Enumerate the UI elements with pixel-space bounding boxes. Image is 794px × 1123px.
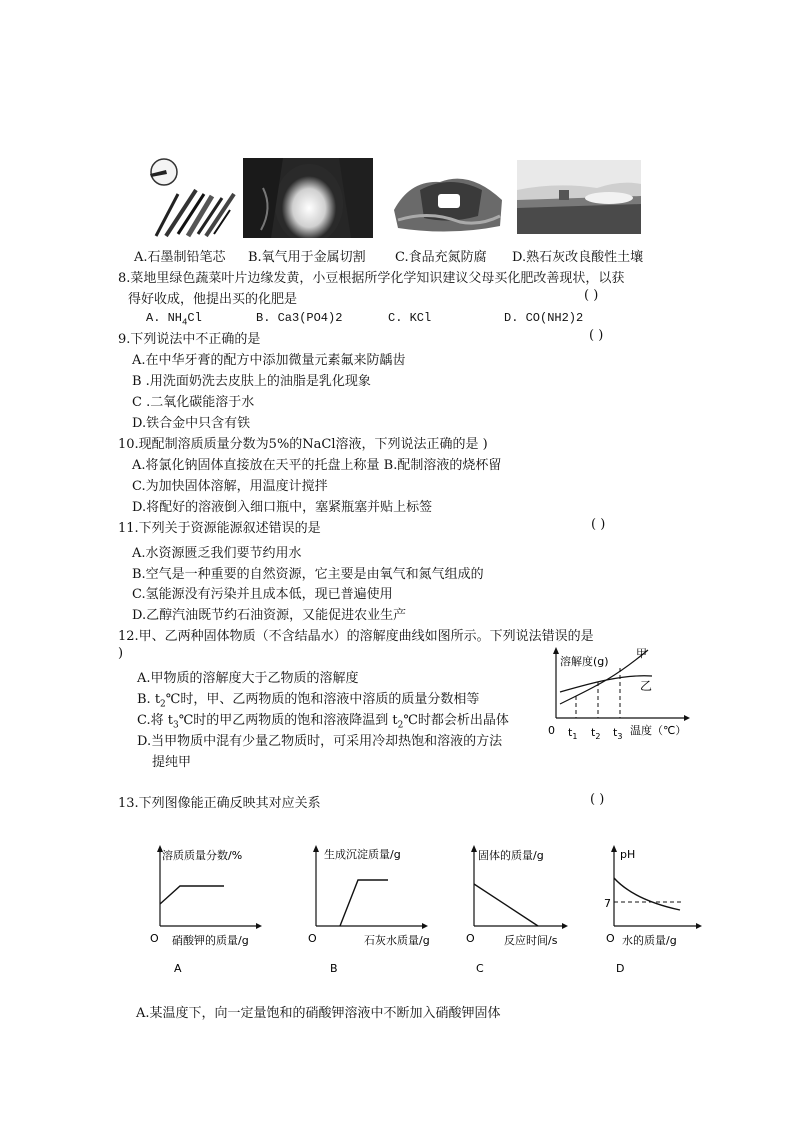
q10-option-d: D.将配好的溶液倒入细口瓶中，塞紧瓶塞并贴上标签 (132, 500, 433, 515)
graph-b-origin: O (308, 932, 317, 945)
graph-a (146, 838, 266, 978)
curve-yi (560, 676, 652, 692)
graph-a-letter: A (174, 962, 182, 975)
graph-d-origin: O (606, 932, 615, 945)
q7-option-b: B.氧气用于金属切割 (248, 250, 366, 265)
q11-option-b: B.空气是一种重要的自然资源，它主要是由氧气和氮气组成的 (132, 567, 484, 582)
q7-option-c: C.食品充氮防腐 (395, 250, 487, 265)
curve-jia-label: 甲 (636, 647, 647, 660)
nitrogen-food-package-photo (390, 160, 508, 238)
curve-yi-label: 乙 (640, 679, 653, 693)
graph-a-origin: O (150, 932, 159, 945)
q13-answer-paren: ( ) (590, 792, 605, 807)
q12-option-d-line1: D.当甲物质中混有少量乙物质时，可采用冷却热饱和溶液的方法 (137, 734, 503, 749)
q9-option-c: C .二氧化碳能溶于水 (132, 395, 255, 410)
q12-option-b-pre: B. t (137, 692, 161, 707)
solubility-x-arrow (684, 715, 690, 721)
t3-label: $t_3$ (613, 726, 623, 741)
graph-c-y-arrow (471, 845, 477, 852)
graph-d-letter: D (616, 962, 625, 975)
solubility-graph (542, 644, 692, 744)
q8-stem-line2: 得好收成，他提出买的化肥是 (128, 292, 298, 307)
q10-option-c: C.为加快固体溶解，用温度计搅拌 (132, 479, 328, 494)
graph-b-x-arrow (422, 923, 428, 929)
graph-a-y-label: 溶质质量分数/% (162, 849, 243, 862)
q8-stem-line1: 8.菜地里绿色蔬菜叶片边缘发黄，小豆根据所学化学知识建议父母买化肥改善现状，以获 (118, 271, 625, 286)
q8-option-a-suffix: Cl (187, 311, 202, 325)
q12-stem-cont: ) (118, 646, 124, 661)
graph-c-letter: C (476, 962, 484, 975)
graph-a-curve (160, 886, 224, 904)
graph-b-x-label: 石灰水质量/g (364, 934, 430, 947)
q8-option-a-sub: 4 (182, 317, 188, 328)
solubility-origin: 0 (548, 724, 555, 737)
q12-option-b-post: ℃时，甲、乙两物质的饱和溶液中溶质的质量分数相等 (165, 692, 480, 707)
graph-a-x-label: 硝酸钾的质量/g (172, 934, 249, 947)
q13-option-a: A.某温度下，向一定量饱和的硝酸钾溶液中不断加入硝酸钾固体 (136, 1006, 501, 1021)
q12-option-c-sub1: 3 (172, 720, 179, 731)
graph-b (304, 838, 434, 978)
q13-stem: 13.下列图像能正确反映其对应关系 (118, 796, 321, 811)
q12-stem: 12.甲、乙两种固体物质（不含结晶水）的溶解度曲线如图所示。下列说法错误的是 (118, 629, 594, 644)
graph-d-curve (614, 878, 680, 910)
q12-option-a: A.甲物质的溶解度大于乙物质的溶解度 (137, 671, 359, 686)
q12-option-c-mid: ℃时的甲乙两物质的饱和溶液降温到 t (178, 713, 398, 728)
q12-option-c (137, 709, 509, 731)
solubility-x-label: 温度（℃） (630, 724, 687, 737)
graph-d-x-arrow (696, 923, 702, 929)
graph-c-curve (474, 884, 538, 926)
q12-option-c-pre: C.将 t (137, 713, 173, 728)
slaked-lime-field-photo (517, 160, 641, 234)
q9-answer-paren: ( ) (589, 328, 604, 343)
graph-c-x-label: 反应时间/s (504, 934, 558, 947)
q11-option-c: C.氢能源没有污染并且成本低，现已普遍使用 (132, 587, 393, 602)
graph-d-x-label: 水的质量/g (622, 934, 677, 947)
t2-label: $t_2$ (591, 726, 601, 741)
graph-c-y-label: 固体的质量/g (478, 849, 544, 862)
q12-option-c-sub2: 2 (397, 720, 404, 731)
graph-d-ref-label: 7 (604, 897, 611, 910)
q11-answer-paren: ( ) (591, 517, 606, 532)
q9-option-d: D.铁合金中只含有铁 (132, 416, 251, 431)
q9-stem: 9.下列说法中不正确的是 (118, 332, 261, 347)
q11-option-d: D.乙醇汽油既节约石油资源，又能促进农业生产 (132, 608, 407, 623)
solubility-y-label: 溶解度(g) (560, 655, 609, 668)
q10-stem: 10.现配制溶质质量分数为5%的NaCl溶液，下列说法正确的是 ) (118, 437, 488, 452)
q12-option-c-post: ℃时都会析出晶体 (403, 713, 509, 728)
graph-d (604, 838, 714, 978)
t1-label: $t_1$ (568, 726, 578, 741)
q12-option-b (137, 688, 479, 710)
q9-option-b: B .用洗面奶洗去皮肤上的油脂是乳化现象 (132, 374, 371, 389)
q10-option-a: A.将氯化钠固体直接放在天平的托盘上称量 B.配制溶液的烧杯留 (132, 458, 502, 473)
graph-b-y-arrow (313, 845, 319, 852)
q8-option-a (146, 311, 202, 327)
graph-a-x-arrow (256, 923, 262, 929)
graph-c-x-arrow (562, 923, 568, 929)
q11-option-a: A.水资源匮乏我们要节约用水 (132, 546, 302, 561)
q8-option-a-prefix: A. NH (146, 311, 183, 325)
q12-option-d-line2: 提纯甲 (152, 755, 192, 770)
graph-d-y-arrow (611, 845, 617, 852)
metal-cutting-photo (243, 158, 373, 238)
q8-answer-paren: ( ) (584, 288, 599, 303)
q7-option-a: A.石墨制铅笔芯 (134, 250, 226, 265)
q8-option-d: D. CO(NH2)2 (504, 311, 584, 325)
q8-option-c: C. KCl (388, 311, 432, 325)
q12-option-b-sub: 2 (160, 699, 166, 710)
solubility-y-arrow (553, 647, 559, 654)
q9-option-a: A.在中华牙膏的配方中添加微量元素氟来防龋齿 (132, 353, 406, 368)
graph-c-origin: O (466, 932, 475, 945)
graph-b-y-label: 生成沉淀质量/g (324, 848, 401, 861)
pencil-lead-photo (138, 158, 238, 238)
graph-d-y-label: pH (620, 848, 636, 861)
q11-stem: 11.下列关于资源能源叙述错误的是 (118, 521, 321, 536)
graph-b-letter: B (330, 962, 338, 975)
q8-option-b: B. Ca3(PO4)2 (256, 311, 343, 325)
graph-c (462, 838, 572, 978)
graph-b-curve (340, 880, 388, 926)
q7-option-d: D.熟石灰改良酸性土壤 (512, 250, 644, 265)
